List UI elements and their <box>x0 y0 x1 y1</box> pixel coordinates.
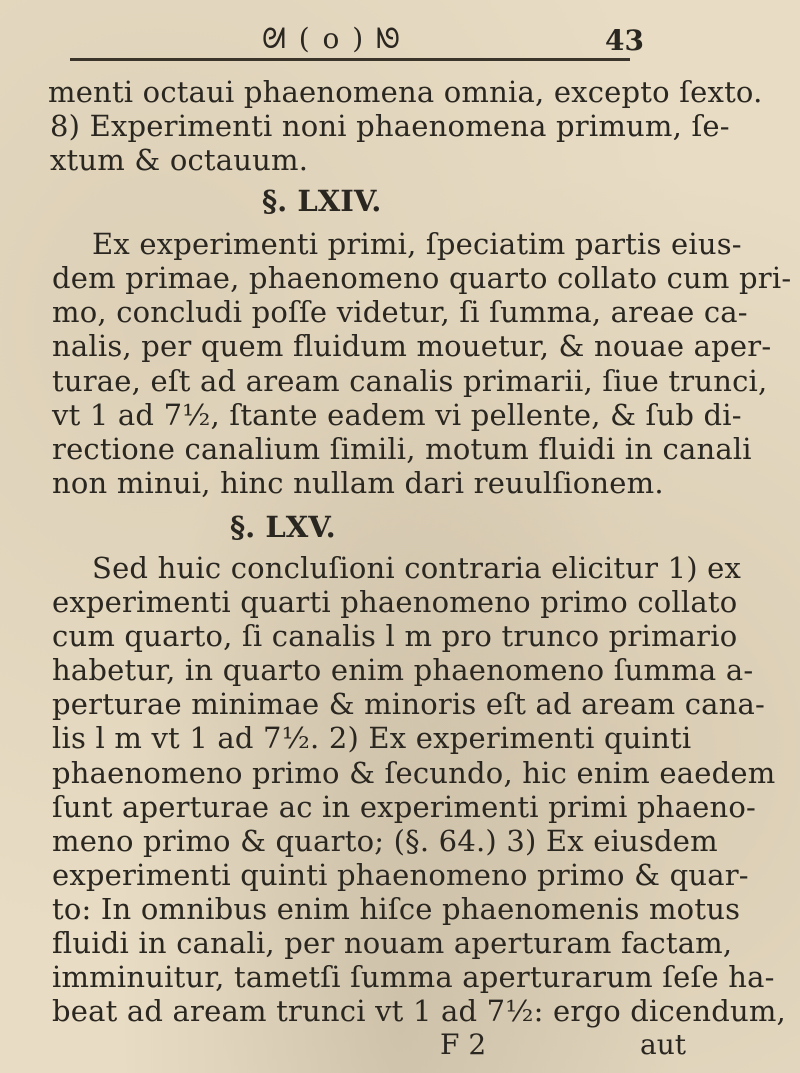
text-line: 8) Experimenti noni phaenomena primum, ſe- <box>50 109 730 144</box>
text-line: experimenti quarti phaenomeno primo collato <box>52 585 738 620</box>
text-line: nalis, per quem fluidum mouetur, & nouae aper- <box>52 328 772 363</box>
text-line: habetur, in quarto enim phaenomeno ſumma a- <box>52 653 754 688</box>
text-line: experimenti quinti phaenomeno primo & quar- <box>52 857 749 892</box>
header-ornament: ᘛ ( o ) ᘚ <box>262 22 402 55</box>
page-header <box>0 12 800 60</box>
text-line: vt 1 ad 7½, ſtante eadem vi pellente, & ſub di- <box>52 397 742 432</box>
text-line: beat ad aream trunci vt 1 ad 7½: ergo dicendum, <box>52 993 786 1028</box>
text-line: Sed huic concluſioni contraria elicitur 1) ex <box>92 551 742 586</box>
page-number: 43 <box>605 24 644 57</box>
text-line: to: In omnibus enim hiſce phaenomenis motus <box>52 891 741 926</box>
text-line: ſunt aperturae ac in experimenti primi phaeno- <box>52 789 757 824</box>
section-heading-64: §. LXIV. <box>262 184 382 219</box>
header-rule <box>70 58 630 61</box>
text-line: lis l m vt 1 ad 7½. 2) Ex experimenti quinti <box>52 721 692 756</box>
signature-mark: F 2 <box>440 1028 487 1061</box>
text-line: xtum & octauum. <box>50 143 309 178</box>
text-line: dem primae, phaenomeno quarto collato cum pri- <box>52 260 792 295</box>
text-line: rectione canalium ſimili, motum fluidi in canali <box>52 431 752 466</box>
catchword: aut <box>640 1028 686 1061</box>
text-line: mo, concludi poſſe videtur, ſi ſumma, areae ca- <box>52 294 748 329</box>
text-line: cum quarto, ſi canalis l m pro trunco primario <box>52 619 738 654</box>
text-line: perturae minimae & minoris eſt ad aream cana- <box>52 687 765 722</box>
text-line: menti octaui phaenomena omnia, excepto ſexto. <box>48 75 763 109</box>
text-line: phaenomeno primo & ſecundo, hic enim eaedem <box>52 755 776 790</box>
text-line: imminuitur, tametſi ſumma aperturarum ſeſe ha- <box>52 959 775 994</box>
text-line: non minui, hinc nullam dari reuulſionem. <box>52 465 664 500</box>
text-line: fluidi in canali, per nouam aperturam factam, <box>52 925 733 960</box>
text-line: meno primo & quarto; (§. 64.) 3) Ex eiusdem <box>52 823 718 858</box>
text-line: turae, eſt ad aream canalis primarii, ſiue trunci, <box>52 363 768 398</box>
text-line: Ex experimenti primi, ſpeciatim partis eius- <box>92 226 742 261</box>
section-heading-65: §. LXV. <box>230 509 336 544</box>
